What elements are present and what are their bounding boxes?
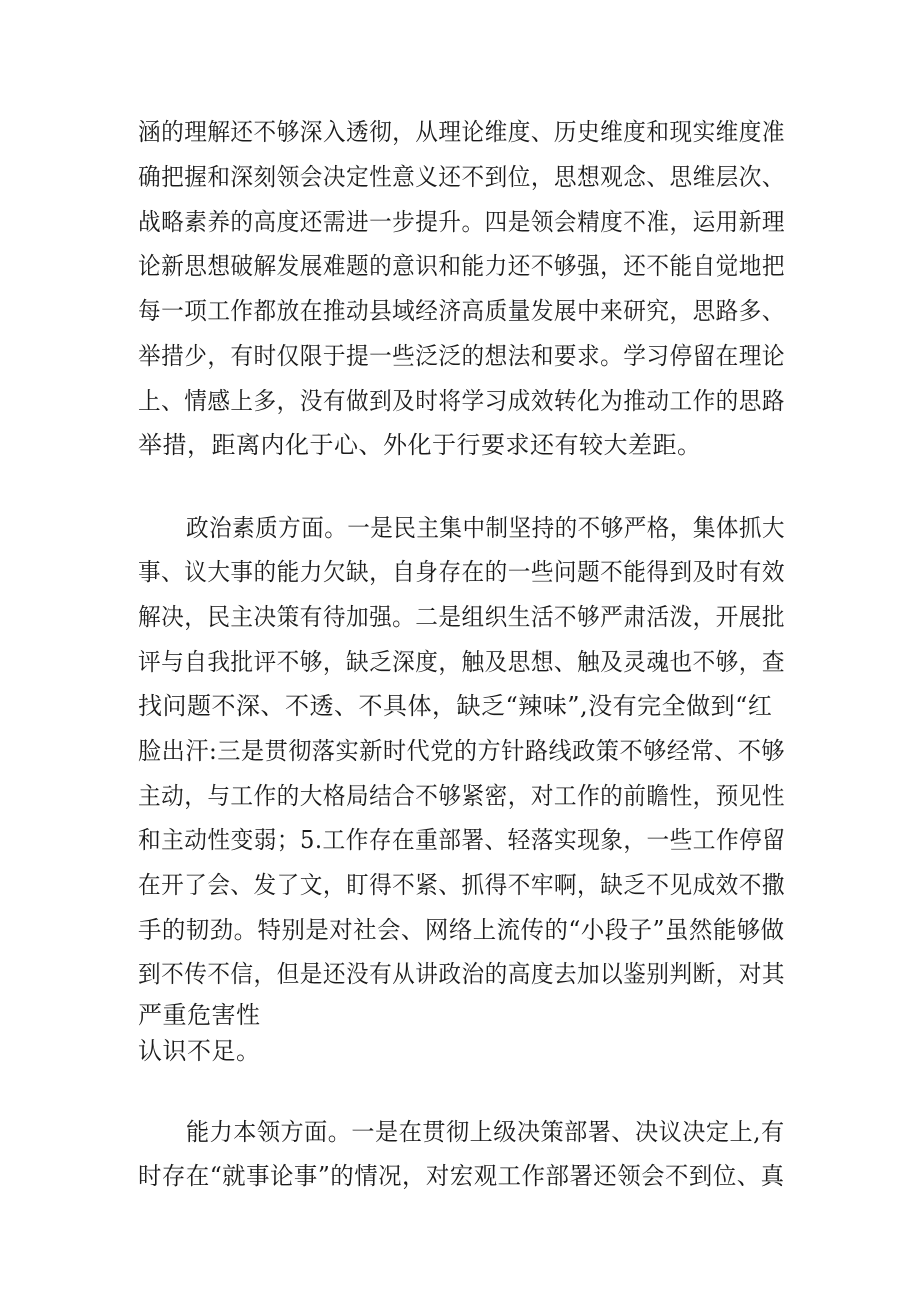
paragraph-2-line-1: 政治素质方面。一是民主集中制坚持的不够严格，集体抓大	[186, 514, 785, 542]
paragraph-1-line-6: 举措少，有时仅限于提一些泛泛的想法和要求。学习停留在理论	[138, 342, 785, 370]
paragraph-1-line-8: 举措，距离内化于心、外化于行要求还有较大差距。	[138, 431, 702, 459]
paragraph-2-line-6: 脸出汗:三是贯彻落实新时代党的方针路线政策不够经常、不够	[138, 737, 786, 765]
paragraph-2-line-8: 和主动性变弱；5.工作存在重部署、轻落实现象，一些工作停留	[138, 826, 786, 854]
paragraph-1-line-7: 上、情感上多，没有做到及时将学习成效转化为推动工作的思路	[138, 387, 785, 415]
paragraph-3-line-2: 时存在“就事论事”的情况，对宏观工作部署还领会不到位、真	[138, 1162, 785, 1190]
paragraph-1-line-5: 每一项工作都放在推动县域经济高质量发展中来研究，思路多、	[138, 297, 785, 325]
paragraph-2-line-9: 在开了会、发了文，盯得不紧、抓得不牢啊，缺乏不见成效不撒	[138, 871, 785, 899]
paragraph-2-line-13: 认识不足。	[138, 1037, 261, 1065]
paragraph-2-line-2: 事、议大事的能力欠缺，自身存在的一些问题不能得到及时有效	[138, 558, 785, 586]
paragraph-2-line-4: 评与自我批评不够，缺乏深度，触及思想、触及灵魂也不够，查	[138, 648, 785, 676]
paragraph-1-line-3: 战略素养的高度还需进一步提升。四是领会精度不准，运用新理	[138, 208, 785, 236]
paragraph-1-line-1: 涵的理解还不够深入透彻，从理论维度、历史维度和现实维度准	[138, 118, 785, 146]
paragraph-2-line-12: 严重危害性	[138, 1001, 261, 1029]
paragraph-1-line-4: 论新思想破解发展难题的意识和能力还不够强，还不能自觉地把	[138, 252, 785, 280]
paragraph-2-line-5: 找问题不深、不透、不具体，缺乏“辣味”,没有完全做到“红	[138, 692, 773, 720]
paragraph-2-line-3: 解决，民主决策有待加强。二是组织生活不够严肃活泼，开展批	[138, 603, 785, 631]
paragraph-1-line-2: 确把握和深刻领会决定性意义还不到位，思想观念、思维层次、	[138, 163, 785, 191]
paragraph-2-line-10: 手的韧劲。特别是对社会、网络上流传的“小段子”虽然能够做	[138, 916, 785, 944]
paragraph-2-line-11: 到不传不信，但是还没有从讲政治的高度去加以鉴别判断，对其	[138, 960, 785, 988]
paragraph-3-line-1: 能力本领方面。一是在贯彻上级决策部署、决议决定上,有	[186, 1118, 785, 1146]
paragraph-2-line-7: 主动，与工作的大格局结合不够紧密，对工作的前瞻性，预见性	[138, 782, 785, 810]
